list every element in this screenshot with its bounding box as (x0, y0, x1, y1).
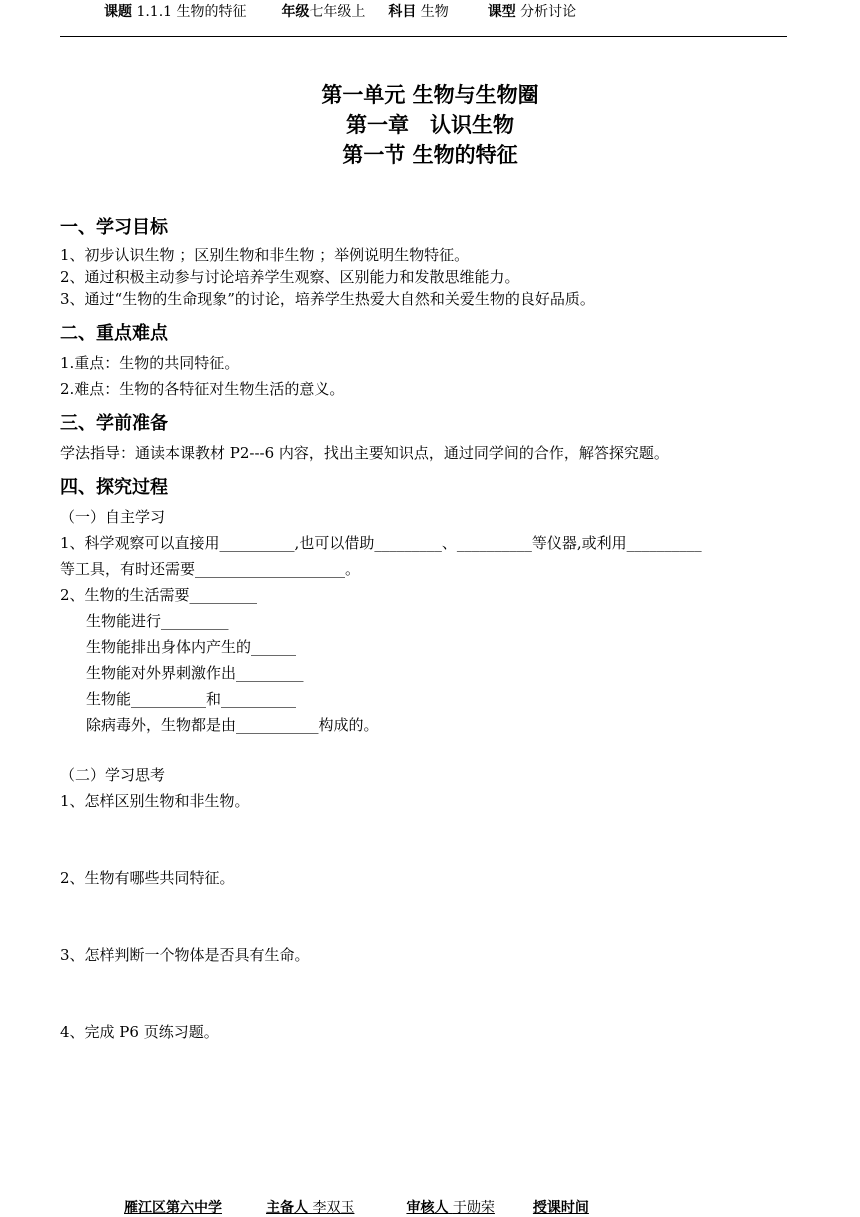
grade-label: 年级 (281, 4, 310, 20)
topic-value: 1.1.1 生物的特征 (136, 4, 247, 20)
preparer-name: 李双玉 (312, 1200, 355, 1216)
reviewer-name: 于勋荣 (452, 1200, 495, 1216)
reviewer-label: 审核人 (406, 1200, 449, 1216)
question-2-item: 生物能进行_________ (86, 612, 229, 630)
goals-heading: 一、学习目标 (60, 217, 168, 238)
self-study-subheading: （一）自主学习 (60, 508, 166, 526)
thinking-item: 3、怎样判断一个物体是否具有生命。 (60, 946, 310, 964)
key-point-item: 1.重点：生物的共同特征。 (60, 354, 240, 372)
inquiry-heading: 四、探究过程 (60, 477, 168, 498)
question-1-line-2: 等工具，有时还需要____________________。 (60, 560, 361, 578)
preparer-label: 主备人 (266, 1200, 308, 1216)
class-time-label: 授课时间 (532, 1200, 589, 1216)
lesson-header (104, 1, 576, 21)
chapter-title: 第一章 认识生物 (346, 113, 514, 137)
thinking-subheading: （二）学习思考 (60, 766, 166, 784)
unit-title: 第一单元 生物与生物圈 (321, 83, 539, 107)
topic-label: 课题 (104, 4, 132, 20)
question-2-item: 生物能__________和__________ (86, 690, 297, 708)
subject-value: 生物 (420, 4, 449, 20)
goal-item: 3、通过“生物的生命现象”的讨论，培养学生热爱大自然和关爱生物的良好品质。 (60, 290, 595, 308)
thinking-item: 4、完成 P6 页练习题。 (60, 1023, 219, 1041)
header-rule (60, 36, 787, 37)
type-value: 分析讨论 (520, 4, 577, 20)
question-2-item: 除病毒外，生物都是由___________构成的。 (86, 716, 379, 734)
question-2: 2、生物的生活需要_________ (60, 586, 258, 604)
question-2-item: 生物能对外界刺激作出_________ (86, 664, 304, 682)
footer (124, 1197, 595, 1217)
thinking-item: 2、生物有哪些共同特征。 (60, 869, 235, 887)
goal-item: 2、通过积极主动参与讨论培养学生观察、区别能力和发散思维能力。 (60, 268, 520, 286)
prep-text: 学法指导：通读本课教材 P2---6 内容，找出主要知识点，通过同学间的合作，解答探究题。 (60, 444, 669, 462)
key-point-item: 2.难点：生物的各特征对生物生活的意义。 (60, 380, 345, 398)
type-label: 课型 (487, 4, 516, 20)
section-title: 第一节 生物的特征 (342, 143, 518, 167)
thinking-item: 1、怎样区别生物和非生物。 (60, 792, 250, 810)
goal-item: 1、初步认识生物 ；区别生物和非生物 ；举例说明生物特征。 (60, 246, 470, 264)
school-name: 雁江区第六中学 (124, 1200, 222, 1216)
key-points-heading: 二、重点难点 (60, 323, 168, 344)
question-2-item: 生物能排出身体内产生的______ (86, 638, 297, 656)
prep-heading: 三、学前准备 (60, 413, 168, 434)
subject-label: 科目 (388, 4, 417, 20)
grade-value: 七年级上 (309, 4, 366, 20)
question-1-line-1: 1、科学观察可以直接用__________,也可以借助_________、__________等仪器,或利用__________ (60, 534, 702, 552)
